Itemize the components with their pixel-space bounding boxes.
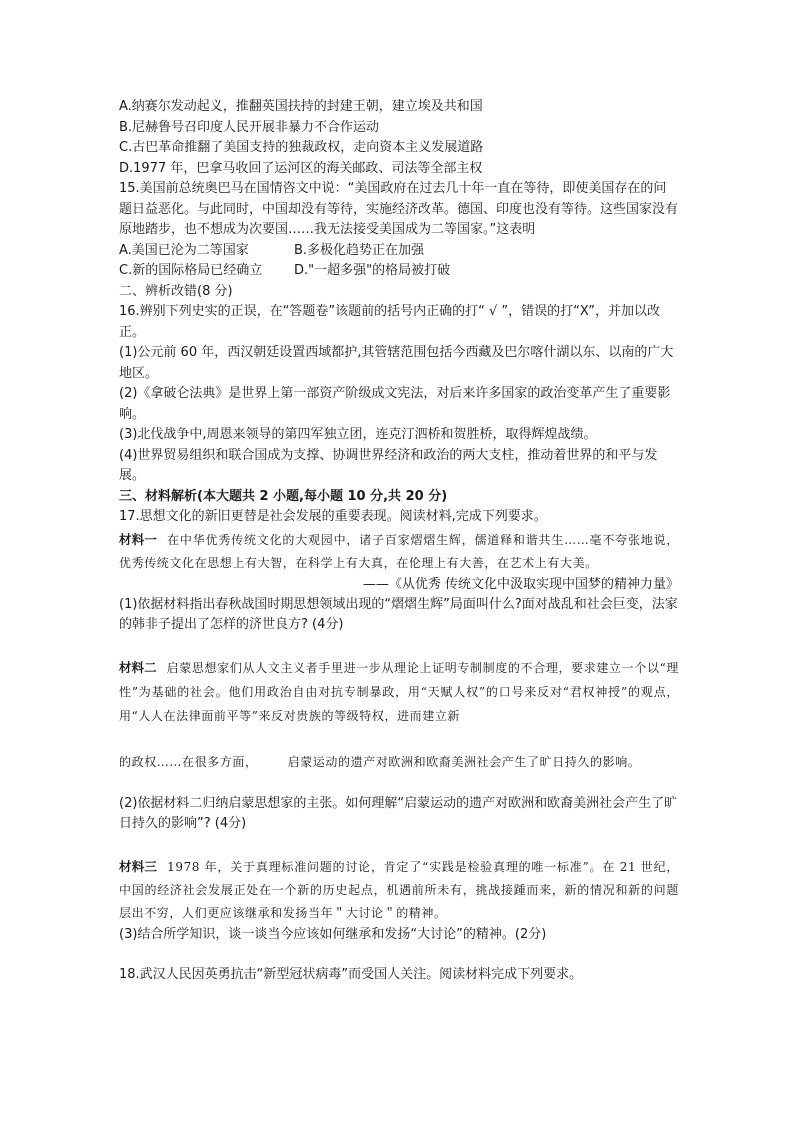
section2-heading: 二、辨析改错(8 分) bbox=[119, 283, 233, 299]
q16-item-2: (2)《拿破仑法典》是世界上第一部资产阶级成文宪法，对后来许多国家的政治变革产生了重要影响。 bbox=[119, 386, 671, 422]
q17-question-3: (3)结合所学知识，谈一谈当今应该如何继承和发扬“大讨论”的精神。(2分) bbox=[119, 926, 547, 942]
q16-item-1: (1)公元前 60 年，西汉朝廷设置西域都护,其管辖范围包括今西藏及巴尔喀什湖以东、以南的广大地区。 bbox=[119, 345, 674, 381]
q14-option-d: D.1977 年，巴拿马收回了运河区的海关邮政、司法等全部主权 bbox=[119, 160, 483, 176]
material-3 bbox=[119, 855, 679, 925]
material-2-text-a: 启蒙思想家们从人文主义者手里进一步从理论上证明专制制度的不合理，要求建立一个以“理性”为基础的社会。他们用政治自由对抗专制暴政，用“天赋人权”的口号来反对“君权神授”的观点，用“人人在法律面前平等”来反对贵族的等级特权，进而建立新 bbox=[119, 660, 679, 723]
q15-option-a: A.美国已沦为二等国家 bbox=[119, 242, 249, 258]
material-2-label: 材料二 bbox=[119, 659, 157, 675]
q16-item-3: (3)北伐战争中,周恩来领导的第四军独立团，连克汀泗桥和贺胜桥，取得辉煌战绩。 bbox=[119, 427, 597, 442]
material-1-source: ——《从优秀 传统文化中汲取实现中国梦的精神力量》 bbox=[362, 576, 679, 592]
q14-option-a: A.纳赛尔发动起义，推翻英国扶持的封建王朝，建立埃及共和国 bbox=[119, 99, 483, 114]
material-1-text: 在中华优秀传统文化的大观园中，诸子百家熠熠生辉，儒道释和谐共生……毫不夸张地说，优秀传统文化在思想上有大智，在科学上有大真，在伦理上有大善，在艺术上有大美。 bbox=[119, 532, 679, 570]
q15-stem: 15.美国前总统奥巴马在国情咨文中说：“美国政府在过去几十年一直在等待，即使美国存在的问题日益恶化。与此同时，中国却没有等待，实施经济改革。德国、印度也没有等待。这些国家没有原地踏步，也不想成为次要国……我无法接受美国成为二等国家。”这表明 bbox=[119, 181, 679, 237]
q15-options-row-2 bbox=[119, 261, 679, 282]
exam-page bbox=[119, 97, 679, 986]
q18-stem: 18.武汉人民因英勇抗击“新型冠状病毒”而受国人关注。阅读材料完成下列要求。 bbox=[119, 967, 583, 982]
q14-option-b: B.尼赫鲁号召印度人民开展非暴力不合作运动 bbox=[119, 119, 380, 135]
material-2-text-b2: 启蒙运动的遗产对欧洲和欧裔美洲社会产生了旷日持久的影响。 bbox=[287, 754, 641, 769]
section3-heading: 三、材料解析(本大题共 2 小题,每小题 10 分,共 20 分) bbox=[119, 488, 448, 504]
q14-option-c: C.古巴革命推翻了美国支持的独裁政权，走向资本主义发展道路 bbox=[119, 140, 484, 155]
q15-option-b: B.多极化趋势正在加强 bbox=[294, 242, 425, 258]
q16-stem: 16.辨别下列史实的正误，在“答题卷”该题前的括号内正确的打“ √ ”，错误的打“X”，并加以改正。 bbox=[119, 304, 661, 340]
q16-item-4: (4)世界贸易组织和联合国成为支撑、协调世界经济和政治的两大支柱，推动着世界的和平与发展。 bbox=[119, 447, 658, 483]
material-3-label: 材料三 bbox=[119, 858, 158, 874]
material-1 bbox=[119, 528, 679, 575]
q17-stem: 17.思想文化的新旧更替是社会发展的重要表现。阅读材料,完成下列要求。 bbox=[119, 509, 547, 524]
q15-option-d: D."一超多强"的格局被打破 bbox=[294, 263, 451, 278]
material-1-label: 材料一 bbox=[119, 531, 158, 547]
q15-options-row-1 bbox=[119, 241, 679, 262]
material-2-text-b1: 的政权……在很多方面， bbox=[119, 754, 258, 769]
material-3-text: 1978 年，关于真理标准问题的讨论，肯定了“实践是检验真理的唯一标准”。在 21 世纪，中国的经济社会发展正处在一个新的历史起点，机遇前所未有，挑战接踵而来，新的情况和新的问题层出不穷，人们更应该继承和发扬当年＂大讨论＂的精神。 bbox=[119, 859, 679, 920]
material-2 bbox=[119, 656, 679, 774]
q17-question-1: (1)依据材料指出春秋战国时期思想领域出现的“熠熠生辉”局面叫什么?面对战乱和社会巨变，法家的韩非子提出了怎样的济世良方? (4分) bbox=[119, 596, 678, 632]
q17-question-2: (2)依据材料二归纳启蒙思想家的主张。如何理解“启蒙运动的遗产对欧洲和欧裔美洲社会产生了旷日持久的影响”? (4分) bbox=[119, 795, 678, 831]
q15-option-c: C.新的国际格局已经确立 bbox=[119, 263, 263, 278]
